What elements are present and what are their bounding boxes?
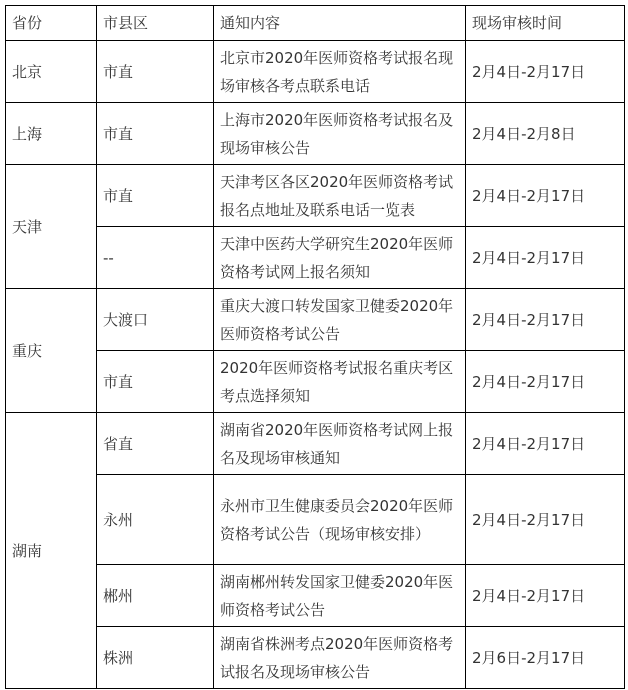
review-time-cell: 2月4日-2月17日 — [466, 289, 625, 351]
district-cell: -- — [97, 227, 214, 289]
review-time-cell: 2月4日-2月17日 — [466, 165, 625, 227]
district-cell: 株洲 — [97, 627, 214, 689]
district-cell: 市直 — [97, 103, 214, 165]
province-cell: 北京 — [6, 41, 97, 103]
province-cell: 湖南 — [6, 413, 97, 689]
district-cell: 市直 — [97, 165, 214, 227]
table-row — [6, 351, 625, 413]
district-cell: 大渡口 — [97, 289, 214, 351]
table-row — [6, 565, 625, 627]
table-header-row — [6, 6, 625, 41]
district-cell: 省直 — [97, 413, 214, 475]
header-province: 省份 — [6, 6, 97, 41]
notice-link[interactable]: 重庆大渡口转发国家卫健委2020年医师资格考试公告 — [214, 289, 466, 351]
review-time-cell: 2月4日-2月17日 — [466, 351, 625, 413]
province-cell: 上海 — [6, 103, 97, 165]
header-review-time: 现场审核时间 — [466, 6, 625, 41]
table-row — [6, 289, 625, 351]
exam-notice-table — [5, 5, 625, 689]
notice-link[interactable]: 2020年医师资格考试报名重庆考区考点选择须知 — [214, 351, 466, 413]
district-cell: 市直 — [97, 351, 214, 413]
header-notice: 通知内容 — [214, 6, 466, 41]
district-cell: 永州 — [97, 475, 214, 565]
table-row — [6, 41, 625, 103]
notice-link[interactable]: 湖南省株洲考点2020年医师资格考试报名及现场审核公告 — [214, 627, 466, 689]
table-row — [6, 475, 625, 565]
review-time-cell: 2月4日-2月17日 — [466, 413, 625, 475]
district-cell: 郴州 — [97, 565, 214, 627]
notice-link[interactable]: 永州市卫生健康委员会2020年医师资格考试公告（现场审核安排） — [214, 475, 466, 565]
header-district: 市县区 — [97, 6, 214, 41]
notice-link[interactable]: 天津中医药大学研究生2020年医师资格考试网上报名须知 — [214, 227, 466, 289]
province-cell: 天津 — [6, 165, 97, 289]
notice-link[interactable]: 天津考区各区2020年医师资格考试报名点地址及联系电话一览表 — [214, 165, 466, 227]
review-time-cell: 2月4日-2月8日 — [466, 103, 625, 165]
table-row — [6, 627, 625, 689]
table-row — [6, 227, 625, 289]
district-cell: 市直 — [97, 41, 214, 103]
notice-link[interactable]: 上海市2020年医师资格考试报名及现场审核公告 — [214, 103, 466, 165]
review-time-cell: 2月4日-2月17日 — [466, 41, 625, 103]
review-time-cell: 2月4日-2月17日 — [466, 565, 625, 627]
province-cell: 重庆 — [6, 289, 97, 413]
notice-link[interactable]: 湖南省2020年医师资格考试网上报名及现场审核通知 — [214, 413, 466, 475]
review-time-cell: 2月4日-2月17日 — [466, 227, 625, 289]
table-row — [6, 103, 625, 165]
review-time-cell: 2月6日-2月17日 — [466, 627, 625, 689]
table-row — [6, 165, 625, 227]
review-time-cell: 2月4日-2月17日 — [466, 475, 625, 565]
notice-link[interactable]: 北京市2020年医师资格考试报名现场审核各考点联系电话 — [214, 41, 466, 103]
notice-link[interactable]: 湖南郴州转发国家卫健委2020年医师资格考试公告 — [214, 565, 466, 627]
table-row — [6, 413, 625, 475]
